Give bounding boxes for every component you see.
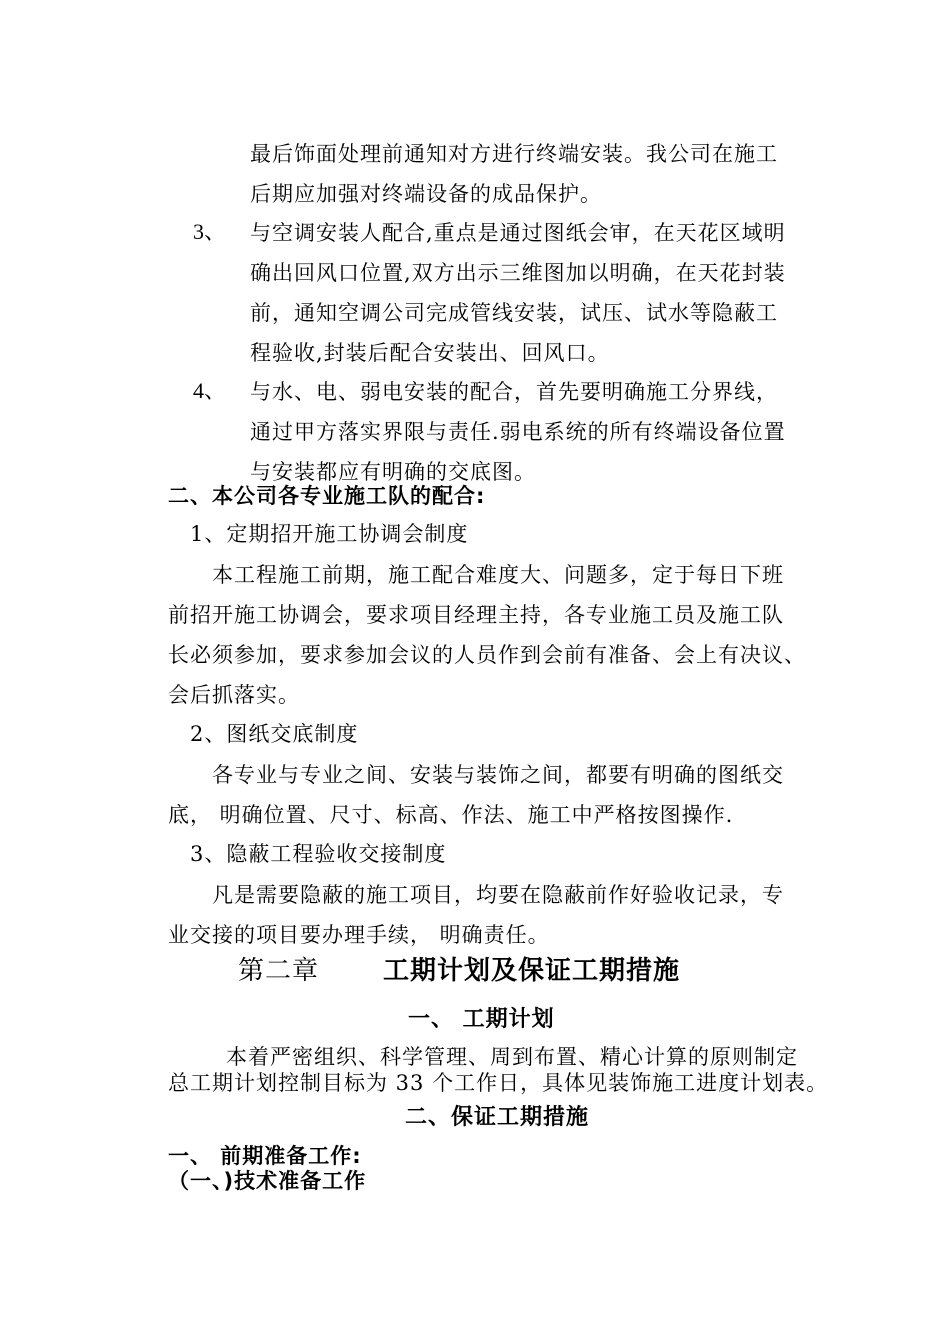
paragraph-line: 确出回风口位置,双方出示三维图加以明确，在天花封装 <box>250 261 786 285</box>
section-heading: 二、保证工期措施 <box>405 1105 590 1130</box>
paragraph-line: 业交接的项目要办理手续， 明确责任。 <box>168 923 550 947</box>
subheading: 一、 前期准备工作: <box>168 1144 362 1168</box>
paragraph-line: 前，通知空调公司完成管线安装，试压、试水等隐蔽工 <box>250 301 778 325</box>
chapter-title: 工期计划及保证工期措施 <box>383 956 681 986</box>
paragraph-line: 通过甲方落实界限与责任.弱电系统的所有终端设备位置 <box>250 420 786 444</box>
paragraph-line: 与空调安装人配合,重点是通过图纸会审，在天花区域明 <box>250 221 786 245</box>
list-number: 4、 <box>193 378 227 403</box>
section-title: 二、本公司各专业施工队的配合: <box>168 484 486 508</box>
paragraph-line: 本着严密组织、科学管理、周到布置、精心计算的原则制定 <box>226 1045 798 1069</box>
paragraph-line: 与安装都应有明确的交底图。 <box>250 460 536 484</box>
subheading: （一、)技术准备工作 <box>168 1169 367 1193</box>
paragraph-line: 程验收,封装后配合安装出、回风口。 <box>250 341 610 365</box>
paragraph-line: 凡是需要隐蔽的施工项目，均要在隐蔽前作好验收记录，专 <box>212 883 784 907</box>
section-heading: 一、 工期计划 <box>408 1007 555 1032</box>
paragraph-line: 与水、电、弱电安装的配合，首先要明确施工分界线， <box>250 380 778 404</box>
paragraph-line: 本工程施工前期，施工配合难度大、问题多，定于每日下班 <box>212 563 784 587</box>
chapter-label: 第二章 <box>238 956 320 986</box>
paragraph-line: 前招开施工协调会，要求项目经理主持，各专业施工员及施工队 <box>168 603 784 627</box>
subsection-title: 2、图纸交底制度 <box>190 722 359 746</box>
subsection-title: 1、定期招开施工协调会制度 <box>190 522 469 546</box>
paragraph-line: 底， 明确位置、尺寸、标高、作法、施工中严格按图操作. <box>168 803 734 827</box>
paragraph-line: 长必须参加，要求参加会议的人员作到会前有准备、会上有决议、 <box>168 643 806 667</box>
paragraph-line: 后期应加强对终端设备的成品保护。 <box>250 182 602 206</box>
paragraph-line: 总工期计划控制目标为 33 个工作日，具体见装饰施工进度计划表。 <box>168 1071 829 1095</box>
paragraph-line: 会后抓落实。 <box>168 683 300 707</box>
subsection-title: 3、隐蔽工程验收交接制度 <box>190 842 447 866</box>
paragraph-line: 最后饰面处理前通知对方进行终端安装。我公司在施工 <box>250 142 778 166</box>
list-number: 3、 <box>193 219 227 244</box>
paragraph-line: 各专业与专业之间、安装与装饰之间，都要有明确的图纸交 <box>212 763 784 787</box>
